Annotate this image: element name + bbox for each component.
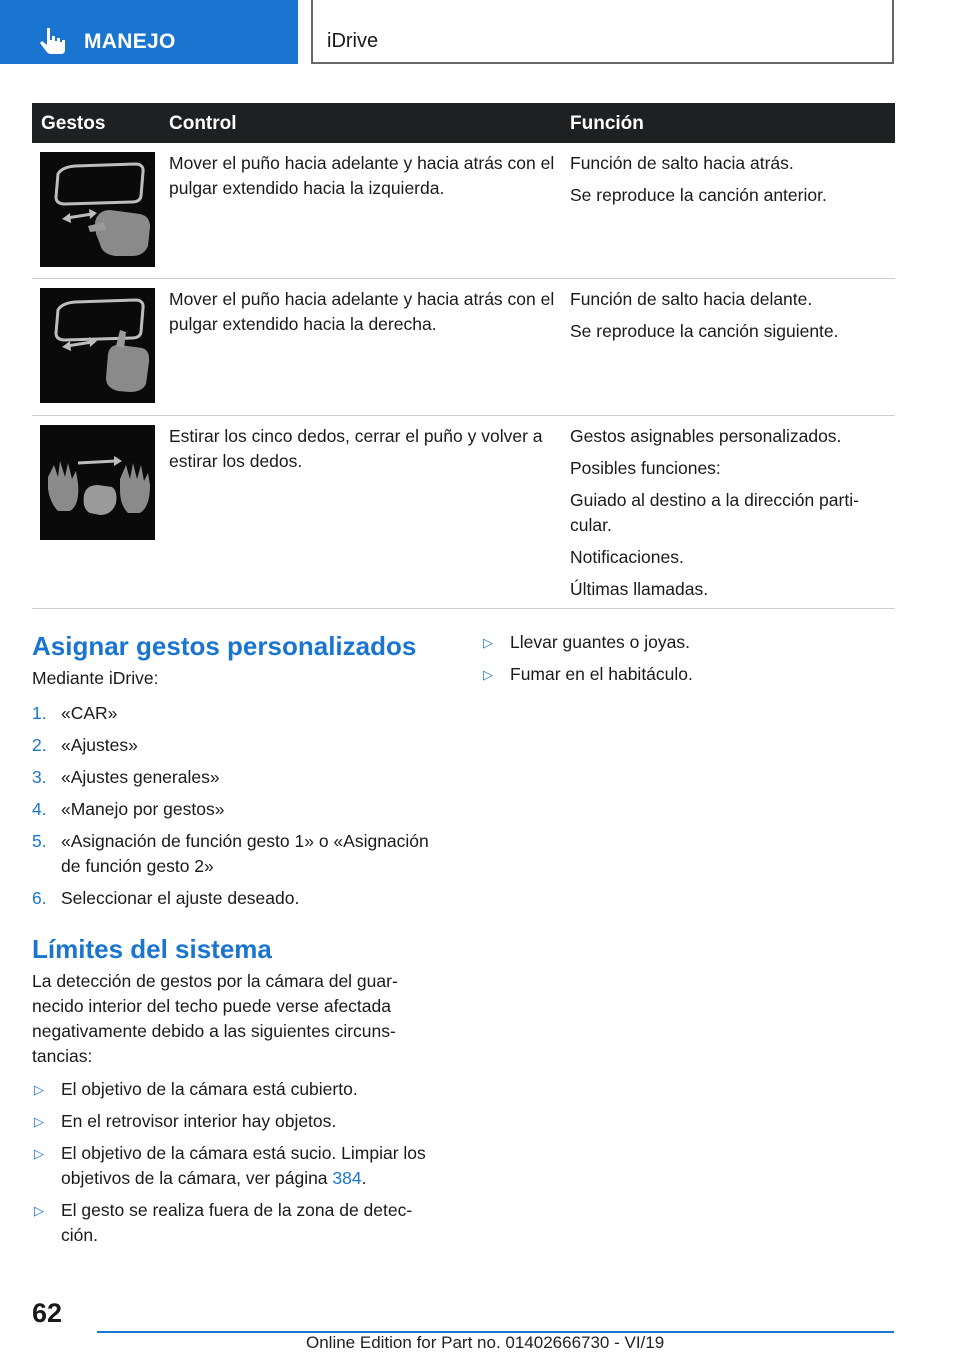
function-line: Se reproduce la canción anterior.	[570, 185, 827, 205]
gesture-thumb-right-icon	[40, 288, 155, 403]
step-text: «CAR»	[61, 703, 118, 723]
gesture-thumb-left-icon	[40, 152, 155, 267]
column-header-gestures: Gestos	[41, 113, 106, 134]
step-text: «Ajustes generales»	[61, 767, 220, 787]
page-link[interactable]: 384	[332, 1168, 362, 1188]
function-line: Últimas llamadas.	[570, 579, 709, 599]
section-title-assign: Asignar gestos personalizados	[32, 631, 417, 661]
section-tab	[0, 0, 298, 64]
list-item	[32, 829, 442, 879]
column-header-control: Control	[169, 113, 237, 134]
limits-bullets-left	[32, 1077, 442, 1248]
function-text	[570, 424, 890, 609]
assign-steps	[32, 701, 442, 911]
step-text: «Asignación de función gesto 1» o «Asignación de función gesto 2»	[61, 831, 429, 876]
bullet-triangle-icon: ▷	[483, 635, 493, 650]
table-row	[32, 416, 895, 609]
bullet-text: El gesto se realiza fuera de la zona de detec-ción.	[61, 1200, 413, 1245]
list-item	[32, 701, 442, 726]
limits-bullets-right	[481, 630, 891, 687]
bullet-triangle-icon: ▷	[34, 1146, 44, 1161]
step-number: 3.	[32, 767, 47, 787]
section-title-limits: Límites del sistema	[32, 934, 272, 964]
list-item	[32, 1141, 442, 1191]
bullet-triangle-icon: ▷	[483, 667, 493, 682]
limits-intro: La detección de gestos por la cámara del guar-necido interior del techo puede verse afectada negativamente debido a las siguientes circuns-tancias:	[32, 971, 398, 1066]
bullet-text: Llevar guantes o joyas.	[510, 632, 690, 652]
table-row	[32, 143, 895, 279]
control-text: Mover el puño hacia adelante y hacia atrás con el pulgar extendido hacia la derecha.	[169, 289, 555, 334]
step-number: 6.	[32, 888, 47, 908]
function-line: Función de salto hacia atrás.	[570, 153, 794, 173]
step-text: «Ajustes»	[61, 735, 138, 755]
bullet-triangle-icon: ▷	[34, 1082, 44, 1097]
list-item	[481, 662, 891, 687]
assign-intro: Mediante iDrive:	[32, 668, 159, 688]
list-item	[32, 1109, 442, 1134]
bullet-text: El objetivo de la cámara está cubierto.	[61, 1079, 358, 1099]
gesture-five-fingers-icon	[40, 425, 155, 540]
function-line: Se reproduce la canción siguiente.	[570, 321, 839, 341]
control-text: Estirar los cinco dedos, cerrar el puño y volver a estirar los dedos.	[169, 426, 543, 471]
bullet-text: En el retrovisor interior hay objetos.	[61, 1111, 337, 1131]
right-column	[481, 628, 891, 694]
step-text: «Manejo por gestos»	[61, 799, 225, 819]
column-header-function: Función	[570, 113, 644, 134]
table-row	[32, 279, 895, 416]
list-item	[32, 733, 442, 758]
list-item	[481, 630, 891, 655]
gestures-table	[32, 103, 895, 609]
step-number: 2.	[32, 735, 47, 755]
step-text: Seleccionar el ajuste deseado.	[61, 888, 300, 908]
section-label: MANEJO	[84, 30, 176, 53]
step-number: 1.	[32, 703, 47, 723]
list-item	[32, 1198, 442, 1248]
function-line: Función de salto hacia delante.	[570, 289, 813, 309]
footer-edition: Online Edition for Part no. 01402666730 - VI/19	[306, 1333, 665, 1352]
list-item	[32, 797, 442, 822]
function-text	[570, 287, 890, 351]
step-number: 4.	[32, 799, 47, 819]
function-line: Guiado al destino a la dirección parti-cular.	[570, 490, 859, 535]
bullet-triangle-icon: ▷	[34, 1203, 44, 1218]
control-text: Mover el puño hacia adelante y hacia atrás con el pulgar extendido hacia la izquierda.	[169, 153, 555, 198]
list-item	[32, 765, 442, 790]
bullet-text: El objetivo de la cámara está sucio. Limpiar los objetivos de la cámara, ver página	[61, 1143, 426, 1188]
bullet-triangle-icon: ▷	[34, 1114, 44, 1129]
function-text	[570, 151, 890, 215]
page-number: 62	[32, 1298, 63, 1328]
table-header	[32, 103, 895, 143]
left-column	[32, 628, 442, 1255]
function-line: Gestos asignables personalizados.	[570, 426, 842, 446]
function-line: Posibles funciones:	[570, 458, 721, 478]
bullet-suffix: .	[361, 1168, 367, 1188]
chapter-label: iDrive	[327, 30, 379, 52]
list-item	[32, 1077, 442, 1102]
hand-pointer-icon	[38, 26, 68, 56]
list-item	[32, 886, 442, 911]
chapter-box	[311, 0, 894, 64]
function-line: Notificaciones.	[570, 547, 684, 567]
bullet-text: Fumar en el habitáculo.	[510, 664, 693, 684]
step-number: 5.	[32, 831, 47, 851]
